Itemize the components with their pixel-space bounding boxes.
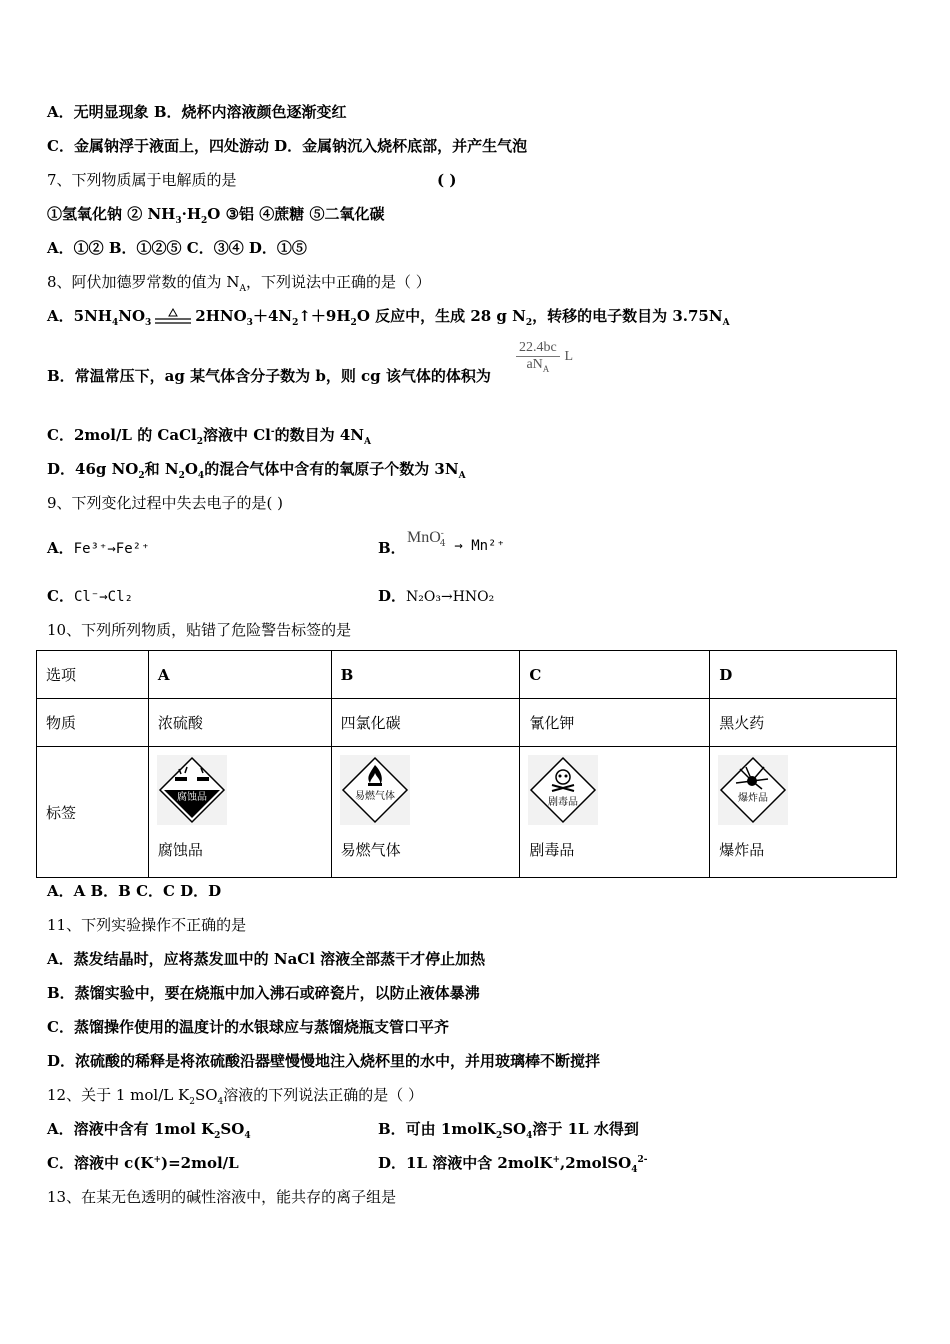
q9-option-b-expr: MnO-$_4$ → Mn²⁺ — [407, 529, 505, 554]
hazard-label-table — [36, 650, 897, 878]
sign-name-d: 爆炸品 — [719, 841, 765, 859]
q11-option-a: A．蒸发结晶时，应将蒸发皿中的 NaCl 溶液全部蒸干才停止加热 — [47, 950, 486, 968]
q7-paren: ( ) — [437, 171, 457, 189]
header-d: D — [710, 651, 897, 699]
q8-option-c: C．2mol/L 的 CaCl$_2$溶液中 Cl-的数目为 $4N_A$ — [47, 426, 371, 447]
flammable-gas-sign-icon — [340, 755, 410, 825]
sign-name-c: 剧毒品 — [529, 841, 575, 859]
explosive-sign-icon — [718, 755, 788, 825]
header-a: A — [148, 651, 331, 699]
q9-option-b: B． — [378, 539, 406, 557]
q9-option-d: D．N₂O₃→HNO₂ — [378, 587, 495, 605]
substance-a: 浓硫酸 — [148, 699, 331, 747]
fraction-numerator: 22.4bc — [516, 340, 560, 357]
q9-option-a: A．Fe³⁺→Fe²⁺ — [47, 539, 150, 557]
svg-text:剧毒品: 剧毒品 — [548, 797, 579, 808]
q7-stem-text: 7、下列物质属于电解质的是 — [47, 171, 237, 189]
q11-option-c: C．蒸馏操作使用的温度计的水银球应与蒸馏烧瓶支管口平齐 — [47, 1018, 449, 1036]
header-option: 选项 — [37, 651, 149, 699]
substance-c: 氰化钾 — [520, 699, 710, 747]
q11-option-d: D．浓硫酸的稀释是将浓硫酸沿器壁慢慢地注入烧杯里的水中，并用玻璃棒不断搅拌 — [47, 1052, 601, 1070]
q7-options: A．①② B．①②⑤ C．③④ D．①⑤ — [47, 239, 307, 257]
table-row — [37, 699, 897, 747]
substance-d: 黑火药 — [710, 699, 897, 747]
svg-text:易燃气体: 易燃气体 — [354, 791, 395, 802]
sign-name-b: 易燃气体 — [340, 841, 401, 859]
q12-option-a: A．溶液中含有 1mol $K_2SO_4$ — [47, 1120, 251, 1141]
toxic-sign-icon — [528, 755, 598, 825]
q11-option-b: B．蒸馏实验中，要在烧瓶中加入沸石或碎瓷片，以防止液体暴沸 — [47, 984, 480, 1002]
corrosive-sign-icon — [157, 755, 227, 825]
q12-stem: 12、关于 1 mol/L $K_2SO_4$溶液的下列说法正确的是（ ） — [47, 1086, 424, 1107]
svg-text:腐蚀品: 腐蚀品 — [176, 792, 207, 803]
q10-options: A．A B．B C．C D．D — [47, 882, 222, 900]
svg-text:爆炸品: 爆炸品 — [738, 793, 769, 804]
q8-option-a: A．$5NH_4NO_3$ $2HNO_3+4N_2↑+9H_2O$ 反应中，生成 28 g $N_2$，转移的电子数目为 $3.75N_A$ — [47, 307, 730, 328]
row-substance-label: 物质 — [37, 699, 149, 747]
q13-stem: 13、在某无色透明的碱性溶液中，能共存的离子组是 — [47, 1188, 397, 1206]
q8-stem: 8、阿伏加德罗常数的值为 $N_A$，下列说法中正确的是（ ） — [47, 273, 431, 294]
q8-volume-fraction — [516, 340, 573, 373]
q9-stem: 9、下列变化过程中失去电子的是( ) — [47, 494, 284, 512]
q6-options-cd: C．金属钠浮于液面上，四处游动 D．金属钠沉入烧杯底部，并产生气泡 — [47, 137, 528, 155]
row-label-label: 标签 — [37, 747, 149, 878]
q11-stem: 11、下列实验操作不正确的是 — [47, 916, 247, 934]
substance-b: 四氯化碳 — [331, 699, 520, 747]
q10-stem: 10、下列所列物质，贴错了危险警告标签的是 — [47, 621, 352, 639]
q7-stem — [47, 170, 237, 190]
q7-items: ①氢氧化钠 ② $NH_3\cdot H_2O$ ③铝 ④蔗糖 ⑤二氧化碳 — [47, 205, 385, 226]
header-c: C — [520, 651, 710, 699]
header-b: B — [331, 651, 520, 699]
q8-option-b: B．常温常压下，ag 某气体含分子数为 b，则 cg 该气体的体积为 — [47, 367, 491, 385]
q9-option-c: C．Cl⁻→Cl₂ — [47, 587, 133, 605]
heating-equals-icon — [155, 308, 191, 326]
table-row — [37, 747, 897, 878]
q8-option-d: D．46g $NO_2$和 $N_2O_4$的混合气体中含有的氧原子个数为 $3N_A$ — [47, 460, 466, 481]
fraction-denominator: $aN_A$ — [526, 357, 550, 374]
table-row — [37, 651, 897, 699]
sign-name-a: 腐蚀品 — [157, 841, 203, 859]
fraction-unit: L — [564, 348, 574, 364]
q12-option-d: D．1L 溶液中含 2molK+,2molSO$_4^{2-}$ — [378, 1154, 648, 1175]
q12-option-c: C．溶液中 c(K+)=2mol/L — [47, 1154, 239, 1172]
q12-option-b: B．可由 $1molK_2SO_4$溶于 1L 水得到 — [378, 1120, 639, 1141]
q6-options-ab: A．无明显现象 B．烧杯内溶液颜色逐渐变红 — [47, 103, 347, 121]
